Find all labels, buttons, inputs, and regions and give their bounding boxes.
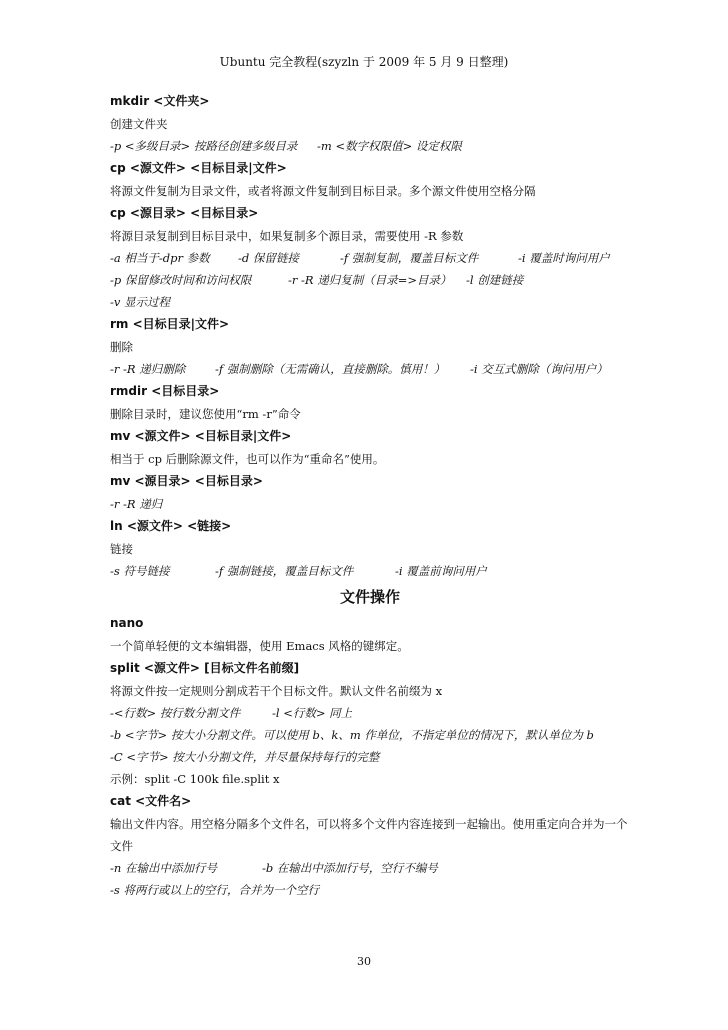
option-text: -r -R 递归删除 [110, 362, 186, 376]
option-text: -i 覆盖时询问用户 [518, 251, 610, 265]
command-heading-nano: nano [110, 616, 144, 630]
option-text: -b 在输出中添加行号，空行不编号 [262, 861, 438, 875]
option-row [110, 269, 630, 291]
option-text: -f 强制删除（无需确认，直接删除。慎用！） [215, 362, 446, 376]
option-row: -r -R 递归 [110, 497, 163, 511]
command-description: 删除目录时，建议您使用“rm -r”命令 [110, 407, 301, 421]
option-text: -m <数字权限值> 设定权限 [317, 139, 462, 153]
command-heading-cp-dir: cp <源目录> <目标目录> [110, 206, 259, 220]
option-text: -r -R 递归复制（目录=>目录） [288, 273, 452, 287]
option-row: -v 显示过程 [110, 295, 171, 309]
option-text: -s 符号链接 [110, 564, 170, 578]
option-row: -b <字节> 按大小分割文件。可以使用 b、k、m 作单位，不指定单位的情况下，默认单位为 b [110, 728, 594, 742]
option-row [110, 702, 630, 724]
option-text: -l <行数> 同上 [272, 706, 353, 720]
command-heading-rmdir: rmdir <目标目录> [110, 384, 220, 398]
command-heading-mv-dir: mv <源目录> <目标目录> [110, 474, 263, 488]
command-heading-mkdir: mkdir <文件夹> [110, 94, 210, 108]
option-row: -s 将两行或以上的空行，合并为一个空行 [110, 883, 319, 897]
command-description: 将源目录复制到目标目录中，如果复制多个源目录，需要使用 -R 参数 [110, 229, 464, 243]
command-description: 一个简单轻便的文本编辑器，使用 Emacs 风格的键绑定。 [110, 639, 409, 653]
option-text: -a 相当于-dpr 参数 [110, 251, 210, 265]
command-heading-cat: cat <文件名> [110, 794, 192, 808]
command-description: 创建文件夹 [110, 117, 168, 131]
option-text: -f 强制复制，覆盖目标文件 [340, 251, 479, 265]
option-row [110, 135, 630, 157]
command-heading-rm: rm <目标目录|文件> [110, 317, 230, 331]
section-title-file-operations: 文件操作 [339, 588, 400, 606]
example-text: 示例：split -C 100k file.split x [110, 772, 280, 786]
option-row: -C <字节> 按大小分割文件，并尽量保持每行的完整 [110, 750, 380, 764]
option-text: -l 创建链接 [466, 273, 524, 287]
command-description: 链接 [110, 542, 133, 556]
command-description: 将源文件按一定规则分割成若干个目标文件。默认文件名前缀为 x [110, 684, 443, 698]
option-row [110, 247, 630, 269]
command-heading-cp-file: cp <源文件> <目标目录|文件> [110, 161, 287, 175]
document-body [110, 90, 630, 901]
option-text: -p 保留修改时间和访问权限 [110, 273, 252, 287]
option-row [110, 857, 630, 879]
option-text: -i 交互式删除（询问用户） [470, 362, 608, 376]
option-row [110, 560, 630, 582]
option-text: -i 覆盖前询问用户 [395, 564, 487, 578]
page-number: 30 [357, 955, 371, 968]
option-text: -<行数> 按行数分割文件 [110, 706, 241, 720]
option-row [110, 358, 630, 380]
command-description: 相当于 cp 后删除源文件，也可以作为“重命名”使用。 [110, 452, 385, 466]
command-heading-ln: ln <源文件> <链接> [110, 519, 232, 533]
option-text: -d 保留链接 [238, 251, 299, 265]
command-heading-split: split <源文件> [目标文件名前缀] [110, 661, 300, 675]
command-description: 将源文件复制为目录文件，或者将源文件复制到目标目录。多个源文件使用空格分隔 [110, 184, 536, 198]
command-description: 删除 [110, 340, 133, 354]
option-text: -n 在输出中添加行号 [110, 861, 217, 875]
command-heading-mv-file: mv <源文件> <目标目录|文件> [110, 429, 292, 443]
option-text: -p <多级目录> 按路径创建多级目录 [110, 139, 298, 153]
command-description: 输出文件内容。用空格分隔多个文件名，可以将多个文件内容连接到一起输出。使用重定向合并为一个文件 [110, 817, 628, 853]
page-header: Ubuntu 完全教程(szyzln 于 2009 年 5 月 9 日整理) [219, 55, 509, 69]
option-text: -f 强制链接，覆盖目标文件 [215, 564, 354, 578]
